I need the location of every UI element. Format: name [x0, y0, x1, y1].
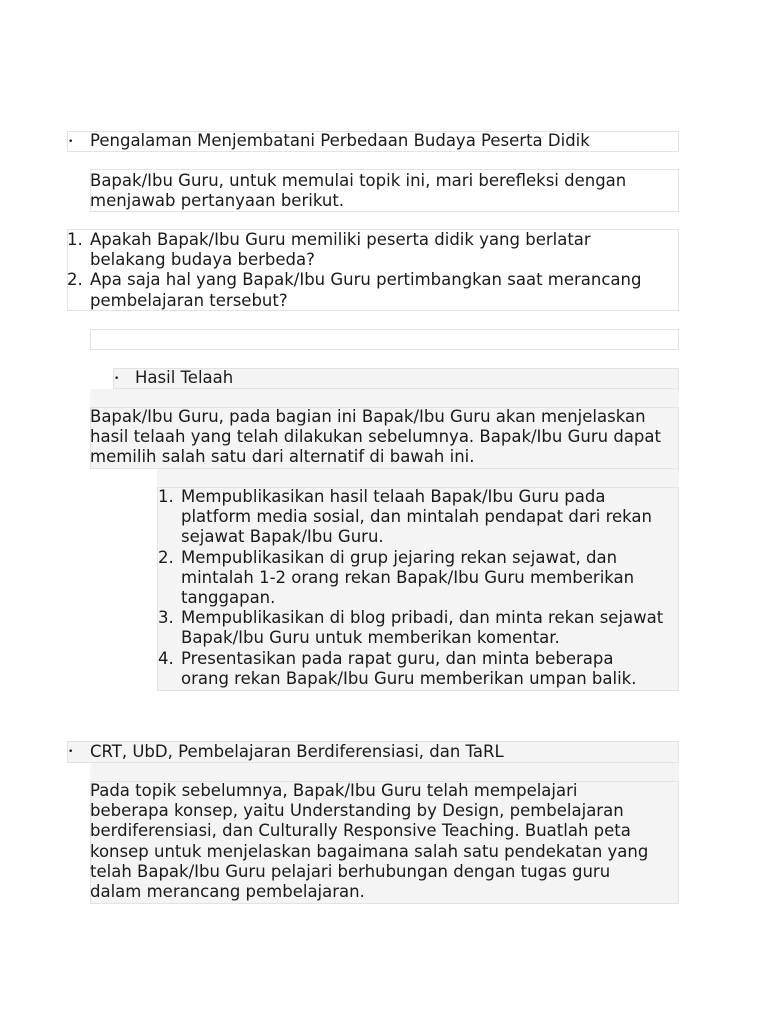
- list-number: 2.: [67, 270, 83, 290]
- list-number: 2.: [158, 547, 174, 567]
- section3-body-line: telah Bapak/Ibu Guru pelajari berhubungan dengan tugas guru: [90, 861, 611, 881]
- list-number: 1.: [67, 230, 83, 249]
- list-number: 1.: [158, 487, 174, 506]
- list-item-line: Bapak/Ibu Guru untuk memberikan komentar.: [181, 628, 560, 648]
- section2-option-list: [158, 487, 664, 689]
- section1-intro-line: Bapak/Ibu Guru, untuk memulai topik ini, mari berefleksi dengan: [90, 171, 627, 190]
- list-item-line: Apakah Bapak/Ibu Guru memiliki peserta didik yang berlatar: [90, 230, 591, 249]
- list-item: [158, 648, 663, 689]
- bullet-icon: •: [114, 374, 120, 384]
- list-number: 4.: [158, 648, 174, 668]
- section3-body: [90, 781, 648, 902]
- section2-intro-line: Bapak/Ibu Guru, pada bagian ini Bapak/Ibu Guru akan menjelaskan: [90, 407, 646, 426]
- section3-body-line: Pada topik sebelumnya, Bapak/Ibu Guru telah mempelajari: [90, 781, 578, 800]
- list-item: [158, 608, 664, 648]
- empty-answer-box: [90, 329, 679, 350]
- list-item-line: mintalah 1-2 orang rekan Bapak/Ibu Guru memberikan: [181, 567, 635, 587]
- list-item-line: platform media sosial, dan mintalah pendapat dari rekan: [181, 507, 652, 527]
- list-item-line: sejawat Bapak/Ibu Guru.: [181, 527, 384, 547]
- bullet-icon: •: [68, 747, 74, 757]
- section2-spacer: [90, 389, 679, 407]
- section2-heading: Hasil Telaah: [135, 368, 234, 387]
- list-item-line: Mempublikasikan di blog pribadi, dan minta rekan sejawat: [181, 608, 664, 628]
- section2-intro-line: hasil telaah yang telah dilakukan sebelumnya. Bapak/Ibu Guru dapat: [90, 427, 661, 447]
- section3-body-line: konsep untuk menjelaskan bagaimana salah satu pendekatan yang: [90, 841, 649, 861]
- list-item-line: Mempublikasikan di grup jejaring rekan sejawat, dan: [181, 547, 618, 567]
- section1-question-list: [67, 230, 642, 311]
- section3-body-line: berdiferensiasi, dan Culturally Responsive Teaching. Buatlah peta: [90, 821, 631, 841]
- list-item-line: pembelajaran tersebut?: [90, 290, 288, 310]
- list-item: [158, 547, 663, 609]
- section3-heading: CRT, UbD, Pembelajaran Berdiferensiasi, dan TaRL: [90, 742, 504, 761]
- list-item-line: Presentasikan pada rapat guru, dan minta beberapa: [181, 648, 614, 668]
- section3-body-line: dalam merancang pembelajaran.: [90, 882, 365, 902]
- list-item: [67, 230, 641, 270]
- section1-heading: Pengalaman Menjembatani Perbedaan Budaya Peserta Didik: [90, 131, 590, 150]
- list-item-line: Apa saja hal yang Bapak/Ibu Guru pertimbangkan saat merancang: [90, 270, 642, 290]
- list-number: 3.: [158, 608, 174, 628]
- bullet-icon: •: [68, 137, 74, 147]
- section2-spacer: [157, 469, 679, 487]
- list-item-line: orang rekan Bapak/Ibu Guru memberikan umpan balik.: [181, 668, 637, 688]
- section1-intro: [90, 171, 626, 211]
- list-item: [158, 487, 663, 548]
- list-item: [67, 270, 642, 310]
- section1-intro-line: menjawab pertanyaan berikut.: [90, 191, 345, 211]
- section2-intro: [90, 407, 661, 468]
- section3-body-line: beberapa konsep, yaitu Understanding by Design, pembelajaran: [90, 801, 624, 821]
- list-item-line: belakang budaya berbeda?: [90, 250, 315, 270]
- list-item-line: tanggapan.: [181, 588, 276, 608]
- section3-spacer: [90, 763, 679, 781]
- section2-intro-line: memilih salah satu dari alternatif di bawah ini.: [90, 447, 475, 467]
- list-item-line: Mempublikasikan hasil telaah Bapak/Ibu Guru pada: [181, 487, 606, 506]
